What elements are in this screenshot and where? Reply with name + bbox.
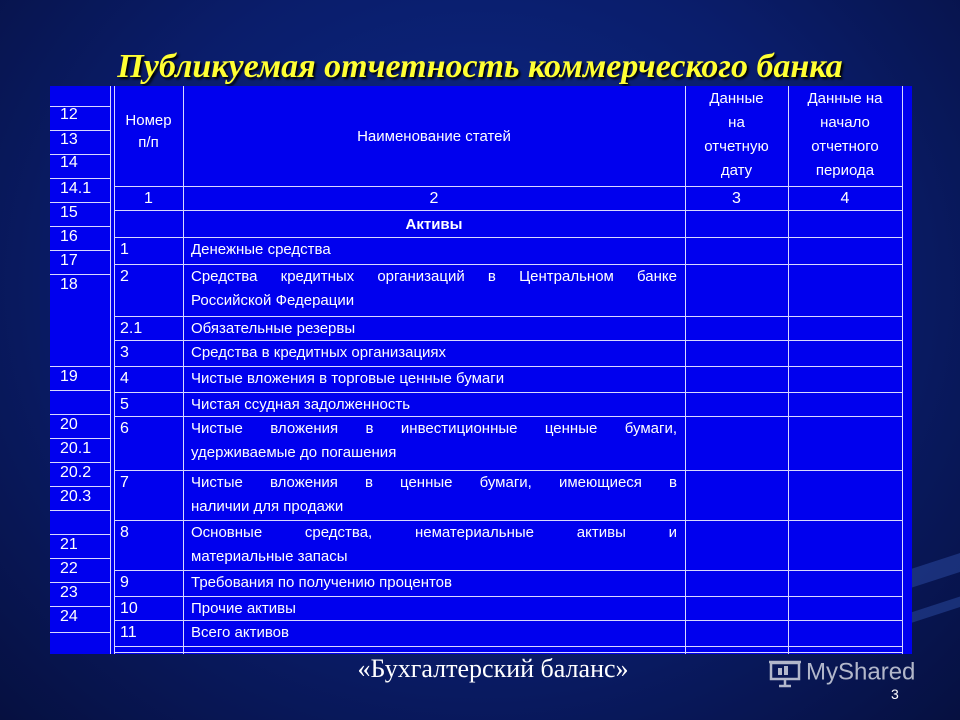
side-code: 20.2 <box>60 464 92 481</box>
header-number-col: Номер <box>125 112 172 129</box>
row-number: 9 <box>120 574 129 591</box>
grid-line <box>114 646 902 647</box>
grid-line <box>114 596 902 597</box>
grid-line <box>114 392 902 393</box>
side-grid-line <box>50 390 110 391</box>
header-bottom-line <box>114 186 902 187</box>
side-grid-line <box>50 250 110 251</box>
table-right-border <box>902 86 903 654</box>
slide-title: Публикуемая отчетность коммерческого банка <box>117 48 843 85</box>
row-number: 1 <box>120 241 129 258</box>
section-bottom-line <box>114 237 902 238</box>
side-code: 14 <box>60 154 78 171</box>
grid-line <box>114 366 902 367</box>
side-grid-line <box>50 606 110 607</box>
column-number: 2 <box>429 190 439 207</box>
row-label: Обязательные резервы <box>191 320 356 337</box>
column-number: 3 <box>732 190 741 207</box>
side-code: 12 <box>60 106 78 123</box>
row-label: Основные средства, нематериальные активы и <box>191 524 677 541</box>
grid-line <box>114 264 902 265</box>
row-number: 7 <box>120 474 129 491</box>
column-divider <box>183 86 184 654</box>
col-numbers-bottom-line <box>114 210 902 211</box>
side-code: 15 <box>60 204 78 221</box>
side-grid-line <box>50 366 110 367</box>
row-label: Средства в кредитных организациях <box>191 344 447 361</box>
row-number: 10 <box>120 600 138 617</box>
row-label: Российской Федерации <box>191 292 355 309</box>
row-label: материальные запасы <box>191 548 348 565</box>
header-period-start-col: Данные на <box>807 90 883 107</box>
side-code: 21 <box>60 536 78 553</box>
row-label: удерживаемые до погашения <box>191 444 397 461</box>
side-code: 23 <box>60 584 78 601</box>
row-number: 5 <box>120 396 129 413</box>
header-current-date-col: отчетную <box>704 138 769 155</box>
row-number: 2.1 <box>120 320 143 337</box>
side-grid-line <box>50 130 110 131</box>
row-number: 6 <box>120 420 129 437</box>
header-name-col: Наименование статей <box>357 128 511 145</box>
grid-line <box>114 620 902 621</box>
grid-line <box>114 470 902 471</box>
side-grid-line <box>50 154 110 155</box>
side-code: 22 <box>60 560 78 577</box>
presentation-board-icon <box>768 658 802 688</box>
grid-line <box>114 416 902 417</box>
side-grid-line <box>50 534 110 535</box>
row-number: 2 <box>120 268 129 285</box>
row-label: Средства кредитных организаций в Центральном банке <box>191 268 677 285</box>
balance-sheet-table <box>50 86 912 654</box>
page-number: 3 <box>891 686 899 702</box>
side-code: 19 <box>60 368 78 385</box>
side-code: 16 <box>60 228 78 245</box>
column-number: 1 <box>144 190 153 207</box>
row-number: 4 <box>120 370 129 387</box>
grid-line <box>114 520 902 521</box>
side-grid-line <box>50 106 110 107</box>
column-number: 4 <box>840 190 850 207</box>
side-grid-line <box>50 226 110 227</box>
side-grid-line <box>50 274 110 275</box>
row-number: 3 <box>120 344 129 361</box>
table-cut-line <box>114 652 902 653</box>
side-code: 20 <box>60 416 78 433</box>
row-number: 8 <box>120 524 129 541</box>
side-grid-line <box>50 202 110 203</box>
row-number: 11 <box>120 624 137 641</box>
slide-caption: «Бухгалтерский баланс» <box>357 654 629 683</box>
side-code: 18 <box>60 276 78 293</box>
row-label: Чистые вложения в торговые ценные бумаги <box>191 370 505 387</box>
row-label: Требования по получению процентов <box>191 574 452 591</box>
row-label: Прочие активы <box>191 600 296 617</box>
grid-line <box>114 340 902 341</box>
side-grid-line <box>50 510 110 511</box>
side-grid-line <box>50 558 110 559</box>
side-code: 24 <box>60 608 78 625</box>
header-period-start-col: начало <box>820 114 870 131</box>
side-code: 17 <box>60 252 78 269</box>
side-grid-line <box>50 414 110 415</box>
row-label: Всего активов <box>191 624 289 641</box>
row-label: Чистая ссудная задолженность <box>191 396 411 413</box>
grid-line <box>114 316 902 317</box>
grid-line <box>114 570 902 571</box>
side-code: 20.1 <box>60 440 92 457</box>
header-current-date-col: на <box>728 114 745 131</box>
header-current-date-col: дату <box>720 162 753 179</box>
side-grid-line <box>50 632 110 633</box>
table-left-border <box>114 86 115 654</box>
side-column-divider <box>110 86 111 654</box>
row-label: наличии для продажи <box>191 498 344 515</box>
row-label: Чистые вложения в инвестиционные ценные бумаги, <box>191 420 677 437</box>
header-current-date-col: Данные <box>709 90 764 107</box>
header-number-col: п/п <box>138 134 159 151</box>
header-period-start-col: отчетного <box>811 138 879 155</box>
side-code: 13 <box>60 131 78 148</box>
section-title: Активы <box>405 216 463 233</box>
watermark <box>768 658 915 688</box>
side-code: 14.1 <box>60 180 92 197</box>
side-code: 20.3 <box>60 488 92 505</box>
row-label: Чистые вложения в ценные бумаги, имеющиеся в <box>191 474 677 491</box>
watermark-text: MyShared <box>806 658 916 686</box>
header-period-start-col: периода <box>815 162 875 179</box>
side-grid-line <box>50 582 110 583</box>
row-label: Денежные средства <box>191 241 331 258</box>
